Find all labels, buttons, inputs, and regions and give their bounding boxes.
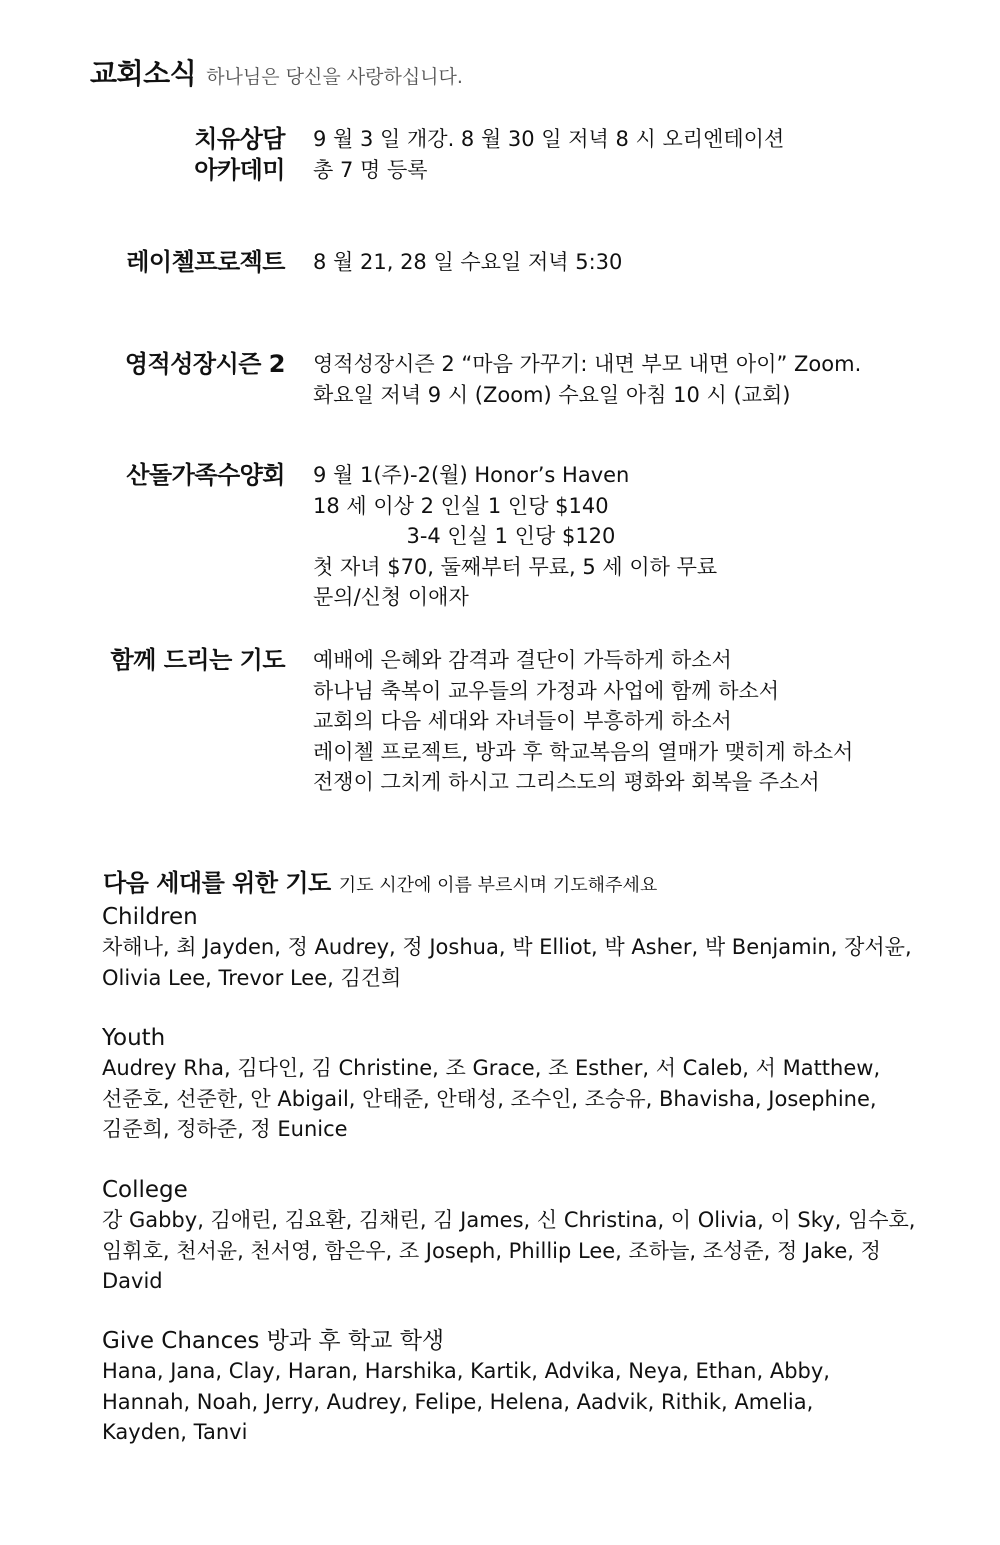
notice-family-retreat — [0, 460, 1000, 613]
page-header — [90, 52, 463, 92]
group-line: 김준희, 정하준, 정 Eunice — [102, 1117, 348, 1141]
page-subtitle: 하나님은 당신을 사랑하십니다. — [206, 66, 463, 88]
group-line: Hannah, Noah, Jerry, Audrey, Felipe, Helena, Aadvik, Rithik, Amelia, — [102, 1389, 814, 1414]
group-title: College — [102, 1177, 188, 1203]
notice-line: 문의/신청 이애자 — [313, 585, 469, 609]
next-gen-header — [103, 863, 963, 898]
notice-line: 3-4 인실 1 인당 $120 — [313, 524, 616, 548]
notice-line: 예배에 은혜와 감격과 결단이 가득하게 하소서 — [313, 648, 732, 672]
notice-line: 18 세 이상 2 인실 1 인당 $140 — [313, 493, 609, 518]
notice-line: 화요일 저녁 9 시 (Zoom) 수요일 아침 10 시 (교회) — [313, 382, 791, 407]
group-title: Give Chances 방과 후 학교 학생 — [102, 1328, 445, 1354]
notice-line: 교회의 다음 세대와 자녀들이 부흥하게 하소서 — [313, 709, 732, 733]
group-line: 임휘호, 천서윤, 천서영, 함은우, 조 Joseph, Phillip Lee, 조하늘, 조성준, 정 Jake, 정 — [102, 1238, 881, 1263]
notice-line: 총 7 명 등록 — [313, 157, 428, 182]
notice-line: 영적성장시즌 2 “마음 가꾸기: 내면 부모 내면 아이” Zoom. — [313, 352, 862, 376]
notice-line: 첫 자녀 $70, 둘째부터 무료, 5 세 이하 무료 — [313, 554, 718, 579]
group-children — [102, 902, 962, 993]
notice-line: 하나님 축복이 교우들의 가정과 사업에 함께 하소서 — [313, 678, 780, 703]
group-line: 차해나, 최 Jayden, 정 Audrey, 정 Joshua, 박 Elliot, 박 Asher, 박 Benjamin, 장서윤, — [102, 935, 912, 959]
notice-title: 산돌가족수양회 — [126, 461, 285, 489]
notice-healing-academy — [0, 124, 1000, 186]
group-line: 선준호, 선준한, 안 Abigail, 안태준, 안태성, 조수인, 조승유, Bhavisha, Josephine, — [102, 1086, 877, 1111]
notice-prayer — [0, 645, 1000, 798]
notice-line: 레이첼 프로젝트, 방과 후 학교복음의 열매가 맺히게 하소서 — [313, 739, 854, 764]
group-line: Audrey Rha, 김다인, 김 Christine, 조 Grace, 조 Esther, 서 Caleb, 서 Matthew, — [102, 1056, 881, 1080]
next-gen-subtitle: 기도 시간에 이름 부르시며 기도해주세요 — [338, 875, 658, 896]
notice-title: 레이첼프로젝트 — [126, 248, 285, 276]
group-line: 강 Gabby, 김애린, 김요환, 김채린, 김 James, 신 Christina, 이 Olivia, 이 Sky, 임수호, — [102, 1208, 916, 1232]
notice-rachel-project — [0, 247, 1000, 278]
notice-line: 9 월 1(주)-2(월) Honor’s Haven — [313, 463, 630, 487]
notice-body — [313, 349, 861, 410]
notice-line: 9 월 3 일 개강. 8 월 30 일 저녁 8 시 오리엔테이션 — [313, 127, 785, 151]
group-give-chances — [102, 1326, 962, 1448]
notice-title: 치유상담 아카데미 — [194, 125, 285, 184]
group-line: Hana, Jana, Clay, Haran, Harshika, Kartik, Advika, Neya, Ethan, Abby, — [102, 1359, 830, 1383]
group-title: Youth — [102, 1025, 166, 1051]
notice-spiritual-growth — [0, 349, 1000, 410]
group-line: Kayden, Tanvi — [102, 1420, 248, 1444]
page-title: 교회소식 — [90, 57, 197, 90]
next-gen-title: 다음 세대를 위한 기도 — [103, 869, 331, 897]
notice-title: 영적성장시즌 2 — [124, 350, 285, 378]
group-line: David — [102, 1269, 163, 1293]
notice-body — [313, 645, 853, 798]
group-college — [102, 1175, 962, 1297]
notice-body — [313, 460, 717, 613]
group-line: Olivia Lee, Trevor Lee, 김건희 — [102, 965, 402, 990]
notice-body — [313, 124, 784, 186]
notice-line: 전쟁이 그치게 하시고 그리스도의 평화와 회복을 주소서 — [313, 770, 820, 794]
group-youth — [102, 1023, 962, 1145]
notice-body — [313, 247, 622, 278]
notice-line: 8 월 21, 28 일 수요일 저녁 5:30 — [313, 250, 623, 274]
notice-title: 함께 드리는 기도 — [110, 646, 285, 674]
group-title: Children — [102, 904, 198, 930]
